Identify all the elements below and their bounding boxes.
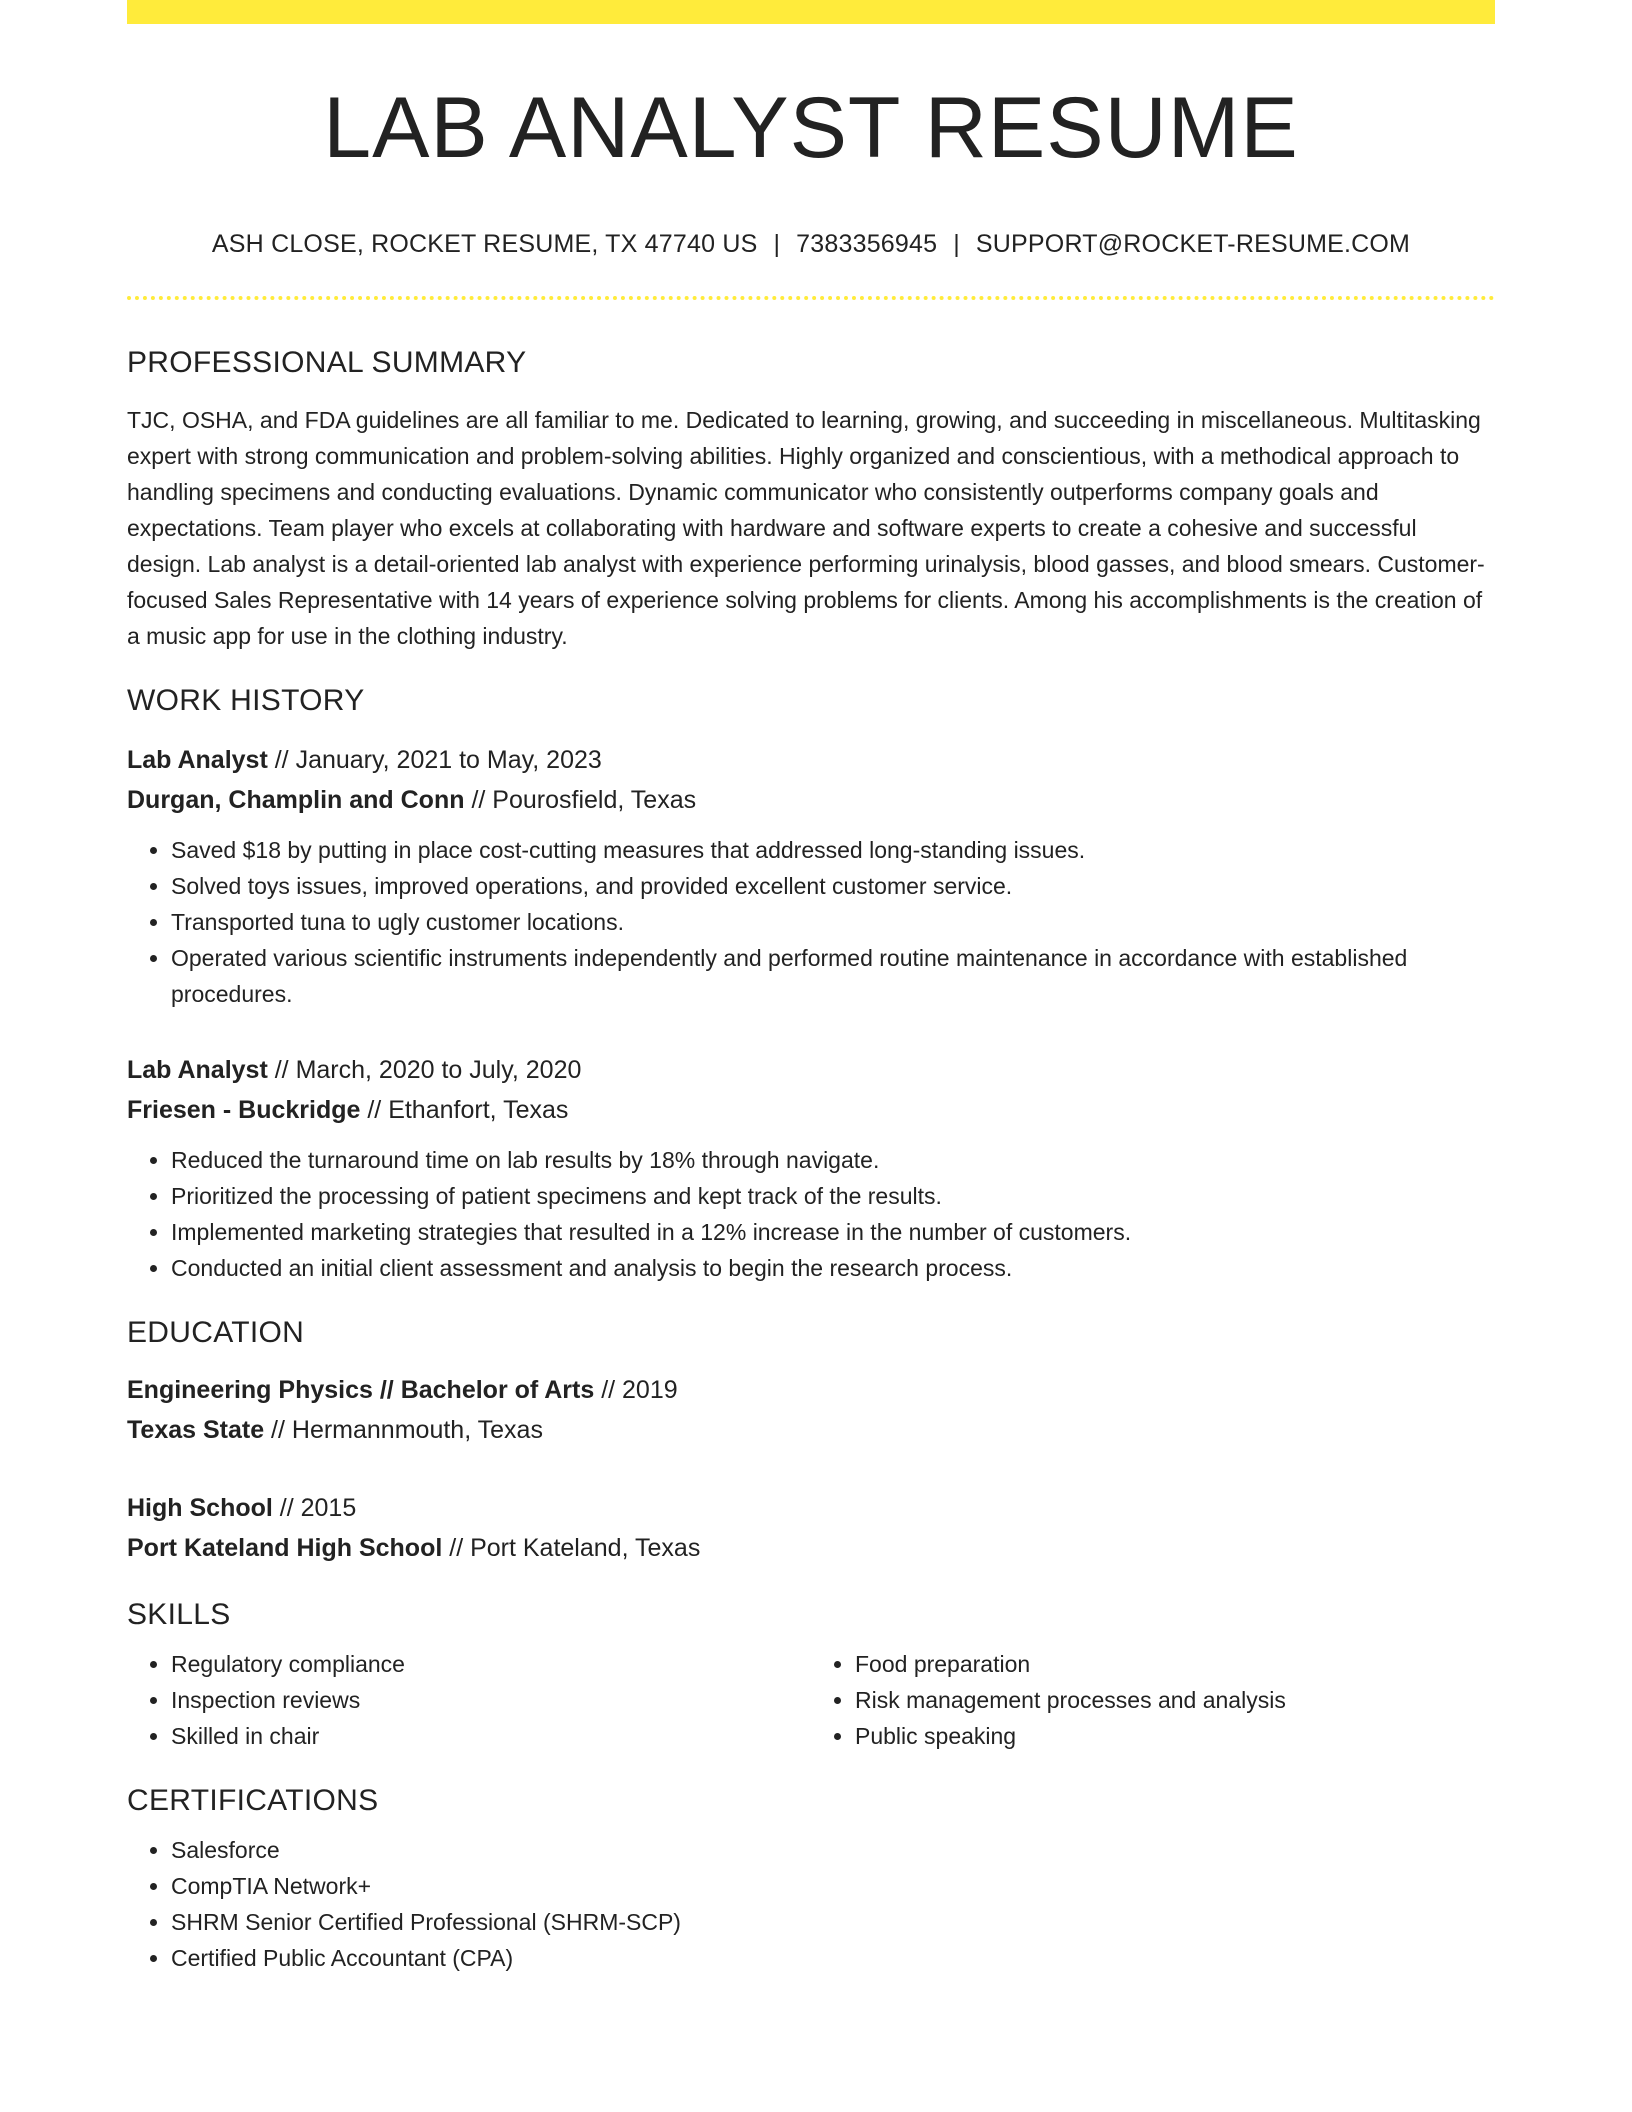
job-company-line (127, 1090, 1495, 1130)
list-item: • Regulatory compliance (171, 1646, 811, 1682)
education-entry (127, 1370, 1495, 1450)
list-item: • Risk management processes and analysis (855, 1682, 1495, 1718)
education-entry (127, 1488, 1495, 1568)
skills-right-column (811, 1646, 1495, 1754)
list-item: • Inspection reviews (171, 1682, 811, 1718)
summary-heading: PROFESSIONAL SUMMARY (127, 346, 527, 379)
job-bullets (127, 1142, 1495, 1286)
job-title: Lab Analyst (127, 1056, 268, 1084)
list-item: • SHRM Senior Certified Professional (SHRM-SCP) (171, 1904, 1495, 1940)
list-item: • Transported tuna to ugly customer locations. (171, 904, 1495, 940)
skills-heading: SKILLS (127, 1598, 231, 1631)
list-item: • Conducted an initial client assessment and analysis to begin the research process. (171, 1250, 1495, 1286)
certifications-list (127, 1832, 1495, 1976)
graduation-year: // 2019 (594, 1376, 678, 1404)
job-company: Friesen - Buckridge (127, 1096, 361, 1124)
degree-line (127, 1488, 1495, 1528)
certifications-section (127, 1782, 1495, 1976)
contact-separator: | (773, 230, 781, 258)
dotted-divider (127, 296, 1495, 300)
job-title: Lab Analyst (127, 746, 268, 774)
job-entry (127, 1050, 1495, 1286)
school-location: // Port Kateland, Texas (442, 1534, 701, 1562)
school-name: Texas State (127, 1416, 265, 1444)
list-item: • Solved toys issues, improved operations, and provided excellent customer service. (171, 868, 1495, 904)
contact-line (127, 228, 1495, 260)
list-item: • Implemented marketing strategies that resulted in a 12% increase in the number of customers. (171, 1214, 1495, 1250)
job-company-line (127, 780, 1495, 820)
contact-address: ASH CLOSE, ROCKET RESUME, TX 47740 US (211, 230, 758, 258)
contact-phone: 7383356945 (796, 230, 938, 258)
list-item: • Prioritized the processing of patient specimens and kept track of the results. (171, 1178, 1495, 1214)
job-dates: // March, 2020 to July, 2020 (267, 1056, 582, 1084)
school-name: Port Kateland High School (127, 1534, 443, 1562)
contact-separator: | (953, 230, 960, 258)
school-line (127, 1528, 1495, 1568)
degree: High School (127, 1494, 273, 1522)
summary-text: TJC, OSHA, and FDA guidelines are all familiar to me. Dedicated to learning, growing, and succeeding in miscellaneous. Multitasking expert with strong communication and problem-solving abilities. Highly organized and conscientious, with a methodical approach to handling specimens and conducting evaluations. Dynamic communicator who consistently outperforms company goals and expectations. Team player who excels at collaborating with hardware and software experts to create a cohesive and successful design. Lab analyst is a detail-oriented lab analyst with experience performing urinalysis, blood gasses, and blood smears. Customer-focused Sales Representative with 14 years of experience solving problems for clients. Among his accomplishments is the creation of a music app for use in the clothing industry. (127, 407, 1485, 649)
list-item: • Food preparation (855, 1646, 1495, 1682)
list-item: • Skilled in chair (171, 1718, 811, 1754)
list-item: • Certified Public Accountant (CPA) (171, 1940, 1495, 1976)
list-item: • Public speaking (855, 1718, 1495, 1754)
education-heading: EDUCATION (127, 1316, 305, 1349)
graduation-year: // 2015 (272, 1494, 357, 1522)
job-bullets (127, 832, 1495, 1012)
school-location: // Hermannmouth, Texas (264, 1416, 543, 1444)
work-history-section (127, 682, 1495, 1286)
job-location: // Pourosfield, Texas (464, 786, 697, 814)
page-title: LAB ANALYST RESUME (323, 80, 1299, 176)
list-item: • CompTIA Network+ (171, 1868, 1495, 1904)
job-entry (127, 740, 1495, 1012)
degree: Engineering Physics // Bachelor of Arts (127, 1376, 595, 1404)
work-history-heading: WORK HISTORY (127, 684, 365, 717)
skills-left-column (127, 1646, 811, 1754)
certifications-heading: CERTIFICATIONS (127, 1784, 379, 1817)
degree-line (127, 1370, 1495, 1410)
job-company: Durgan, Champlin and Conn (127, 786, 465, 814)
list-item: • Reduced the turnaround time on lab results by 18% through navigate. (171, 1142, 1495, 1178)
skills-columns (127, 1646, 1495, 1754)
accent-top-bar (127, 0, 1495, 24)
list-item: • Salesforce (171, 1832, 1495, 1868)
skills-section (127, 1596, 1495, 1754)
job-title-line (127, 740, 1495, 780)
education-section (127, 1314, 1495, 1568)
list-item: • Saved $18 by putting in place cost-cutting measures that addressed long-standing issues. (171, 832, 1495, 868)
job-title-line (127, 1050, 1495, 1090)
job-location: // Ethanfort, Texas (360, 1096, 569, 1124)
school-line (127, 1410, 1495, 1450)
summary-section (127, 344, 1495, 654)
job-dates: // January, 2021 to May, 2023 (267, 746, 602, 774)
contact-email: SUPPORT@ROCKET-RESUME.COM (975, 230, 1411, 258)
resume-page (127, 0, 1495, 1976)
list-item: • Operated various scientific instruments independently and performed routine maintenance in accordance with established procedures. (171, 940, 1495, 1012)
